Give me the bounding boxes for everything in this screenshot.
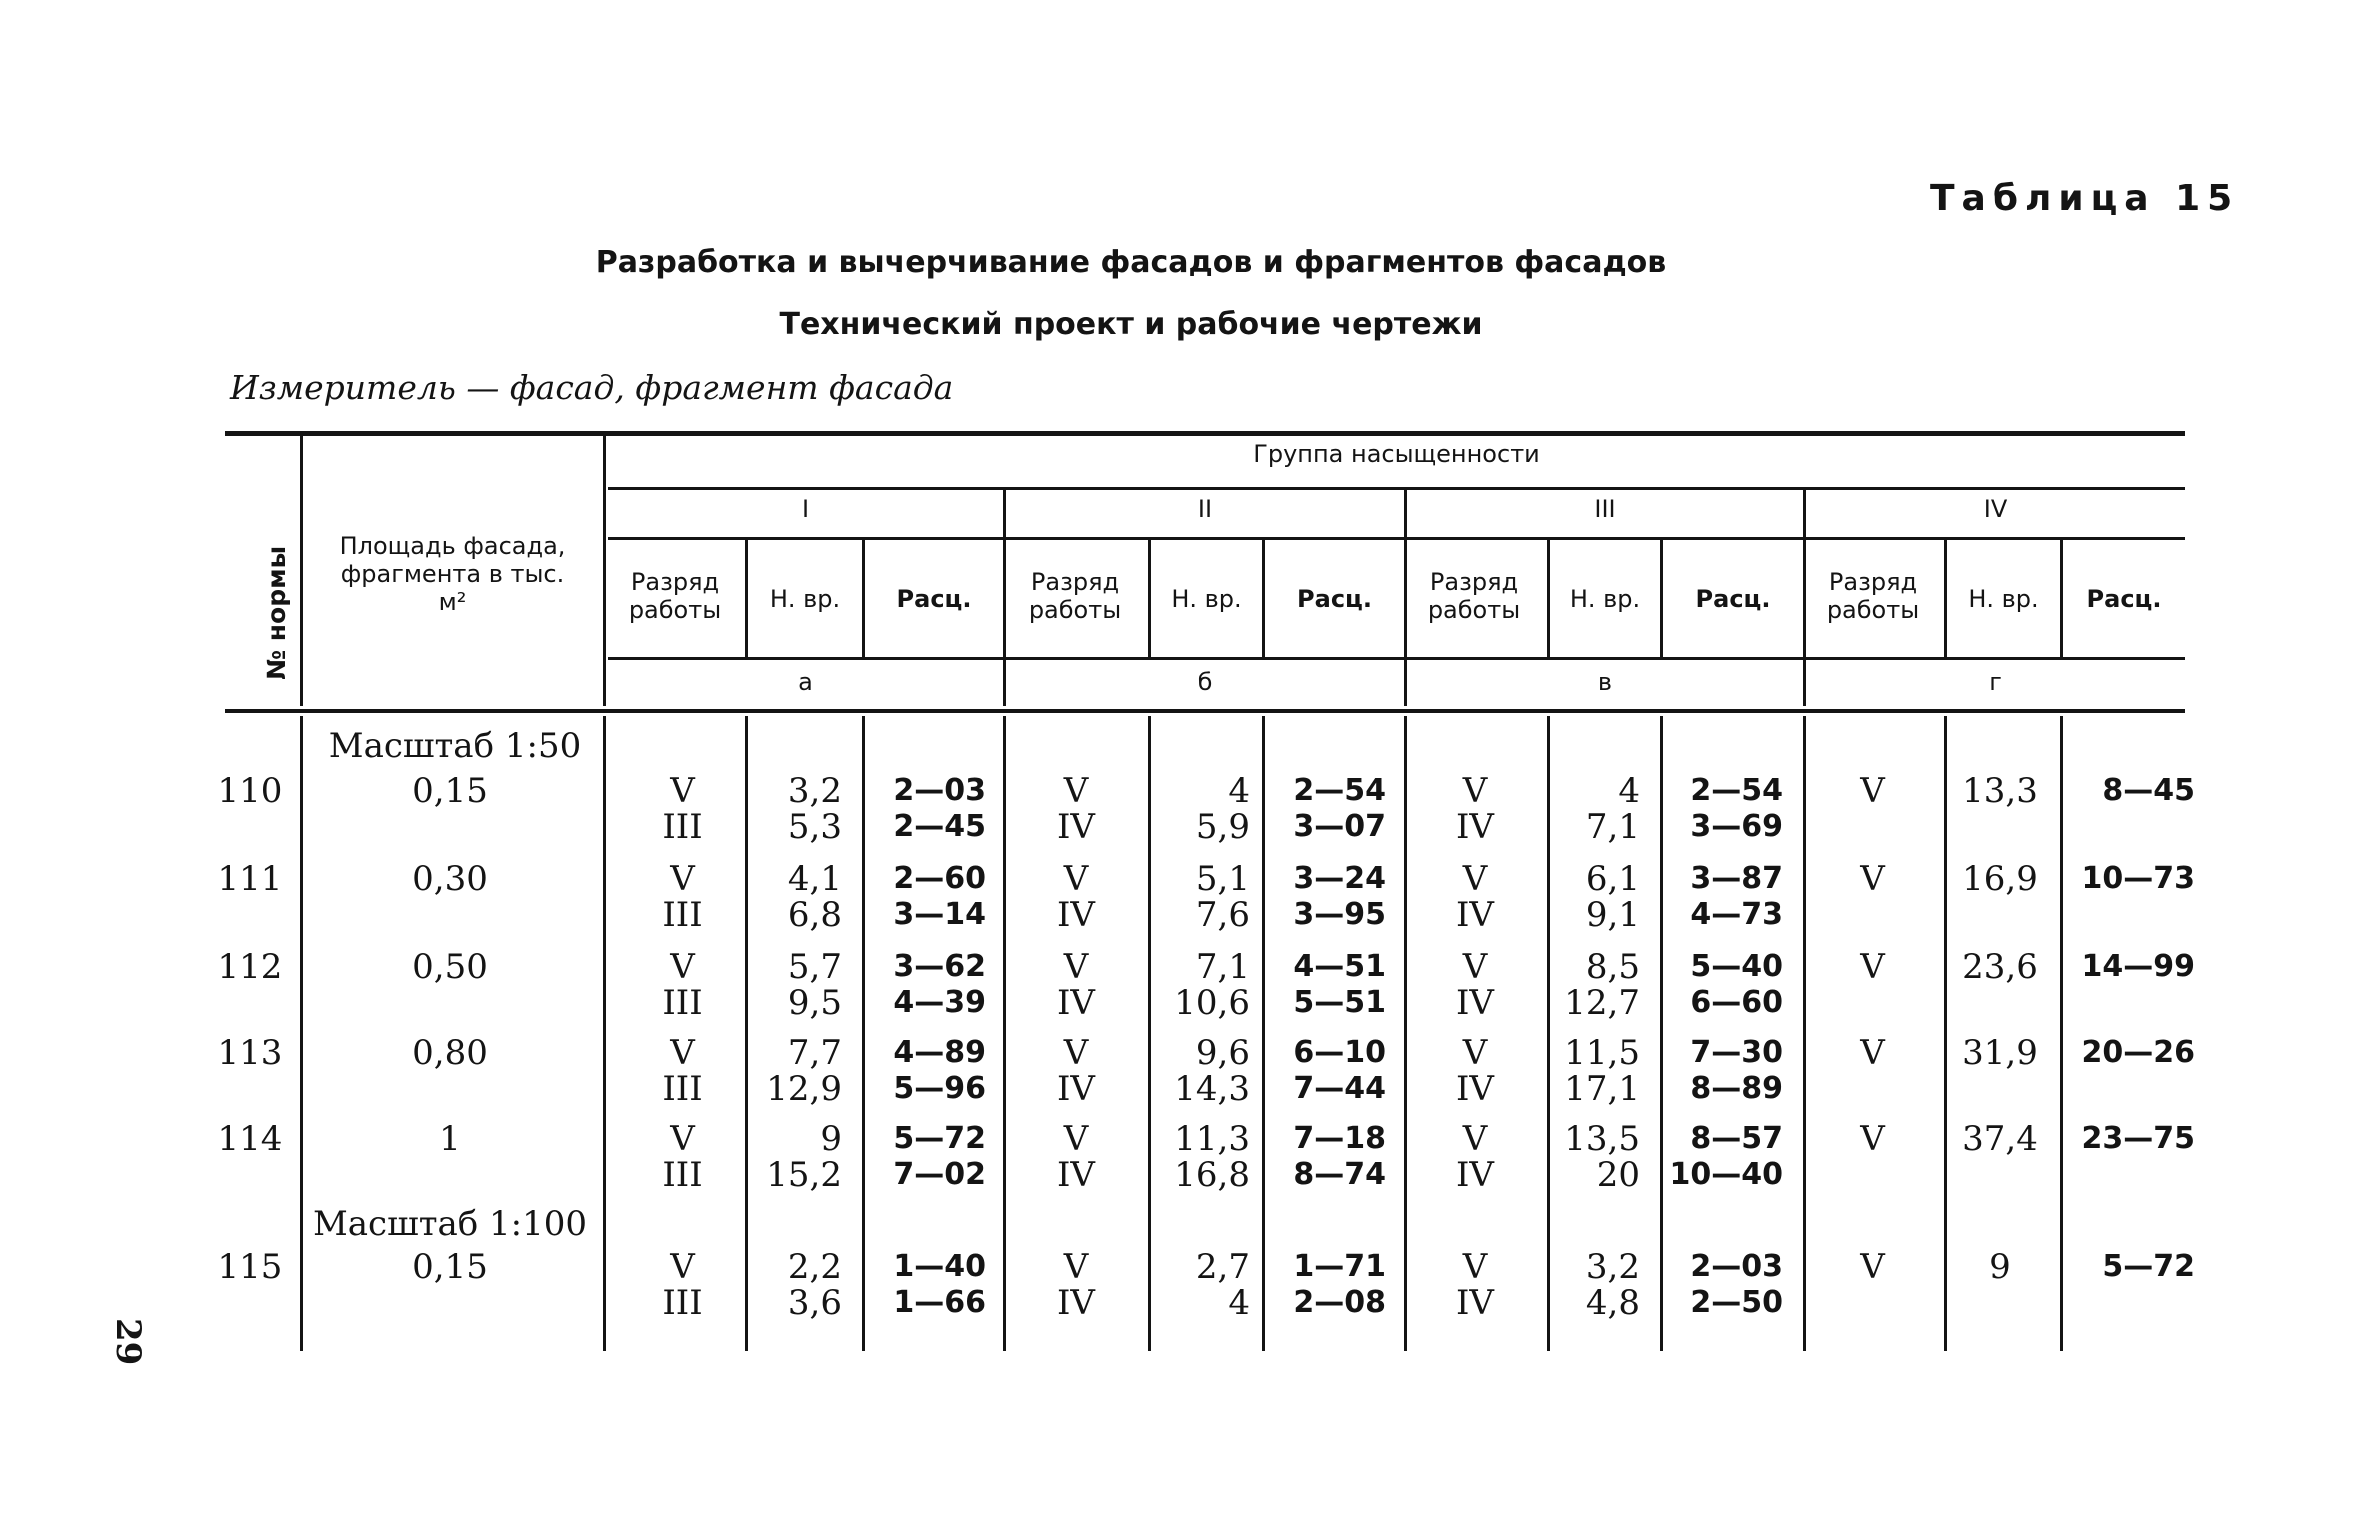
vrule-body-1b xyxy=(862,716,865,1351)
rank-value: V xyxy=(1860,947,1885,987)
rate-value: 6—60 xyxy=(1690,985,1783,1020)
facade-area: 1 xyxy=(439,1119,461,1159)
rank-value: V xyxy=(1860,1119,1885,1159)
letter-g: г xyxy=(1989,668,2002,696)
rate-value: 7—44 xyxy=(1293,1071,1386,1106)
rate-value: 3—69 xyxy=(1690,809,1783,844)
rate-value: 8—45 xyxy=(2102,773,2195,808)
rank-value: III xyxy=(662,983,703,1023)
time-value: 16,9 xyxy=(1962,859,2038,899)
sub-time-1: Н. вр. xyxy=(769,585,841,613)
header-group: Группа насыщенности xyxy=(1253,440,1540,468)
rank-value: V xyxy=(1462,1247,1488,1287)
vrule-no xyxy=(300,436,303,706)
time-value: 5,9 xyxy=(1195,807,1250,847)
time-value: 3,2 xyxy=(787,771,842,811)
rank-value: V xyxy=(1462,771,1488,811)
rate-value: 6—10 xyxy=(1293,1035,1386,1070)
time-value: 31,9 xyxy=(1962,1033,2038,1073)
time-value: 13,3 xyxy=(1962,771,2038,811)
rank-value: IV xyxy=(1057,1283,1095,1323)
time-value: 2,2 xyxy=(787,1247,842,1287)
rate-value: 2—08 xyxy=(1293,1285,1386,1320)
rate-value: 4—39 xyxy=(893,985,986,1020)
rate-value: 5—40 xyxy=(1690,949,1783,984)
rate-value: 2—54 xyxy=(1690,773,1783,808)
time-value: 9,6 xyxy=(1195,1033,1250,1073)
time-value: 7,1 xyxy=(1585,807,1640,847)
rank-value: V xyxy=(670,947,695,987)
norm-number: 115 xyxy=(217,1247,283,1287)
sub-rank-2: Разряд работы xyxy=(1028,568,1122,624)
rank-value: V xyxy=(1063,1033,1089,1073)
rank-value: V xyxy=(1462,859,1488,899)
time-value: 20 xyxy=(1596,1155,1640,1195)
rank-value: V xyxy=(1063,859,1089,899)
rate-value: 5—72 xyxy=(2102,1249,2195,1284)
time-value: 11,3 xyxy=(1174,1119,1250,1159)
rate-value: 8—74 xyxy=(1293,1157,1386,1192)
rank-value: V xyxy=(670,859,695,899)
norm-number: 110 xyxy=(217,771,283,811)
time-value: 16,8 xyxy=(1174,1155,1250,1195)
rank-value: III xyxy=(662,1283,703,1323)
rate-value: 10—73 xyxy=(2081,861,2195,896)
vrule-area xyxy=(603,436,606,706)
rate-value: 7—02 xyxy=(893,1157,986,1192)
rank-value: IV xyxy=(1057,895,1095,935)
rate-value: 3—24 xyxy=(1293,861,1386,896)
rate-value: 5—96 xyxy=(893,1071,986,1106)
rank-value: V xyxy=(1063,1247,1089,1287)
time-value: 9,5 xyxy=(787,983,842,1023)
rank-value: IV xyxy=(1057,983,1095,1023)
rate-value: 3—62 xyxy=(893,949,986,984)
facade-area: 0,15 xyxy=(412,1247,488,1287)
header-group-4: IV xyxy=(1983,495,2008,523)
vrule-body-2b xyxy=(1262,716,1265,1351)
sub-rank-3: Разряд работы xyxy=(1427,568,1521,624)
rank-value: V xyxy=(1462,947,1488,987)
rate-value: 14—99 xyxy=(2081,949,2195,984)
rate-value: 2—60 xyxy=(893,861,986,896)
vrule-body-3b xyxy=(1660,716,1663,1351)
rank-value: V xyxy=(1462,1033,1488,1073)
rate-value: 10—40 xyxy=(1669,1157,1783,1192)
vrule-body-g4 xyxy=(1803,716,1806,1351)
rank-value: V xyxy=(1860,771,1885,811)
rank-value: V xyxy=(1063,1119,1089,1159)
rank-value: IV xyxy=(1456,1155,1494,1195)
rate-value: 1—66 xyxy=(893,1285,986,1320)
rate-value: 2—50 xyxy=(1690,1285,1783,1320)
time-value: 9,1 xyxy=(1585,895,1640,935)
rate-value: 23—75 xyxy=(2081,1121,2195,1156)
time-value: 17,1 xyxy=(1564,1069,1640,1109)
rank-value: V xyxy=(670,1119,695,1159)
rank-value: IV xyxy=(1456,895,1494,935)
meter-caption: Измеритель — фасад, фрагмент фасада xyxy=(230,368,954,407)
header-norm-no: № нормы xyxy=(262,545,291,680)
rank-value: IV xyxy=(1057,1069,1095,1109)
rate-value: 4—51 xyxy=(1293,949,1386,984)
rank-value: III xyxy=(662,807,703,847)
facade-area: 0,50 xyxy=(412,947,488,987)
rate-value: 3—95 xyxy=(1293,897,1386,932)
time-value: 7,6 xyxy=(1195,895,1250,935)
time-value: 4 xyxy=(1618,771,1640,811)
time-value: 4,1 xyxy=(787,859,842,899)
vrule-body-no xyxy=(300,716,303,1351)
table-label: Таблица 15 xyxy=(1930,178,2240,219)
rate-value: 1—40 xyxy=(893,1249,986,1284)
rank-value: V xyxy=(1860,1247,1885,1287)
time-value: 10,6 xyxy=(1174,983,1250,1023)
rank-value: III xyxy=(662,895,703,935)
rule-header-bottom xyxy=(225,709,2185,713)
rate-value: 4—89 xyxy=(893,1035,986,1070)
table-subtitle: Технический проект и рабочие чертежи xyxy=(779,307,1483,342)
rank-value: IV xyxy=(1057,807,1095,847)
rank-value: IV xyxy=(1456,807,1494,847)
rule-sub xyxy=(608,657,2185,660)
rate-value: 2—54 xyxy=(1293,773,1386,808)
rank-value: IV xyxy=(1456,983,1494,1023)
rate-value: 3—07 xyxy=(1293,809,1386,844)
time-value: 9 xyxy=(1989,1247,2011,1287)
page-number: 29 xyxy=(108,1318,148,1366)
letter-b: б xyxy=(1197,668,1213,696)
rate-value: 5—51 xyxy=(1293,985,1386,1020)
time-value: 5,1 xyxy=(1195,859,1250,899)
header-group-3: III xyxy=(1594,495,1616,523)
sub-time-4: Н. вр. xyxy=(1968,585,2039,613)
sub-rank-1: Разряд работы xyxy=(628,568,722,624)
vrule-body-4a xyxy=(1944,716,1947,1351)
facade-area: 0,15 xyxy=(412,771,488,811)
rule-roman xyxy=(608,537,2185,540)
rate-value: 2—45 xyxy=(893,809,986,844)
vrule-body-4b xyxy=(2060,716,2063,1351)
time-value: 2,7 xyxy=(1195,1247,1250,1287)
rank-value: IV xyxy=(1456,1283,1494,1323)
facade-area: 0,30 xyxy=(412,859,488,899)
rule-top xyxy=(225,431,2185,436)
sub-rate-4: Расц. xyxy=(2086,585,2162,613)
time-value: 3,2 xyxy=(1585,1247,1640,1287)
vrule-body-area xyxy=(603,716,606,1351)
time-value: 4 xyxy=(1228,1283,1250,1323)
rate-value: 8—57 xyxy=(1690,1121,1783,1156)
rank-value: III xyxy=(662,1155,703,1195)
time-value: 9 xyxy=(820,1119,842,1159)
time-value: 12,7 xyxy=(1564,983,1640,1023)
rank-value: V xyxy=(670,1033,695,1073)
rank-value: V xyxy=(1462,1119,1488,1159)
sub-rate-3: Расц. xyxy=(1695,585,1771,613)
norm-number: 114 xyxy=(217,1119,283,1159)
rank-value: V xyxy=(1860,859,1885,899)
time-value: 7,7 xyxy=(787,1033,842,1073)
norm-number: 112 xyxy=(217,947,283,987)
time-value: 7,1 xyxy=(1195,947,1250,987)
header-group-2: II xyxy=(1197,495,1213,523)
header-area: Площадь фасада, фрагмента в тыс. м² xyxy=(339,532,566,616)
time-value: 14,3 xyxy=(1174,1069,1250,1109)
rate-value: 2—03 xyxy=(893,773,986,808)
rate-value: 3—87 xyxy=(1690,861,1783,896)
time-value: 8,5 xyxy=(1585,947,1640,987)
rate-value: 8—89 xyxy=(1690,1071,1783,1106)
facade-area: 0,80 xyxy=(412,1033,488,1073)
rank-value: V xyxy=(1063,947,1089,987)
rate-value: 7—30 xyxy=(1690,1035,1783,1070)
time-value: 13,5 xyxy=(1564,1119,1640,1159)
time-value: 37,4 xyxy=(1962,1119,2038,1159)
rank-value: V xyxy=(670,1247,695,1287)
rank-value: IV xyxy=(1456,1069,1494,1109)
rank-value: III xyxy=(662,1069,703,1109)
time-value: 3,6 xyxy=(787,1283,842,1323)
vrule-body-g2 xyxy=(1003,716,1006,1351)
letter-a: а xyxy=(798,668,813,696)
time-value: 6,1 xyxy=(1585,859,1640,899)
rule-group xyxy=(608,487,2185,490)
vrule-body-1a xyxy=(745,716,748,1351)
rank-value: V xyxy=(670,771,695,811)
rate-value: 2—03 xyxy=(1690,1249,1783,1284)
sub-time-2: Н. вр. xyxy=(1171,585,1242,613)
rate-value: 5—72 xyxy=(893,1121,986,1156)
letter-v: в xyxy=(1597,668,1613,696)
time-value: 4,8 xyxy=(1585,1283,1640,1323)
sub-rate-1: Расц. xyxy=(896,585,972,613)
rate-value: 1—71 xyxy=(1293,1249,1386,1284)
vrule-body-g3 xyxy=(1404,716,1407,1351)
header-group-1: I xyxy=(801,495,810,523)
rank-value: IV xyxy=(1057,1155,1095,1195)
rank-value: V xyxy=(1063,771,1089,811)
scale-heading: Масштаб 1:100 xyxy=(312,1204,588,1244)
sub-rate-2: Расц. xyxy=(1297,585,1372,613)
rate-value: 7—18 xyxy=(1293,1121,1386,1156)
time-value: 4 xyxy=(1228,771,1250,811)
time-value: 15,2 xyxy=(766,1155,842,1195)
time-value: 5,7 xyxy=(787,947,842,987)
time-value: 6,8 xyxy=(787,895,842,935)
norm-number: 111 xyxy=(217,859,283,899)
time-value: 11,5 xyxy=(1564,1033,1640,1073)
norm-number: 113 xyxy=(217,1033,283,1073)
time-value: 12,9 xyxy=(766,1069,842,1109)
rate-value: 20—26 xyxy=(2081,1035,2195,1070)
sub-time-3: Н. вр. xyxy=(1569,585,1641,613)
scale-heading: Масштаб 1:50 xyxy=(328,726,582,766)
time-value: 5,3 xyxy=(787,807,842,847)
rate-value: 3—14 xyxy=(893,897,986,932)
rank-value: V xyxy=(1860,1033,1885,1073)
table-title: Разработка и вычерчивание фасадов и фрагментов фасадов xyxy=(595,245,1667,280)
sub-rank-4: Разряд работы xyxy=(1826,568,1920,624)
time-value: 23,6 xyxy=(1962,947,2038,987)
rate-value: 4—73 xyxy=(1690,897,1783,932)
